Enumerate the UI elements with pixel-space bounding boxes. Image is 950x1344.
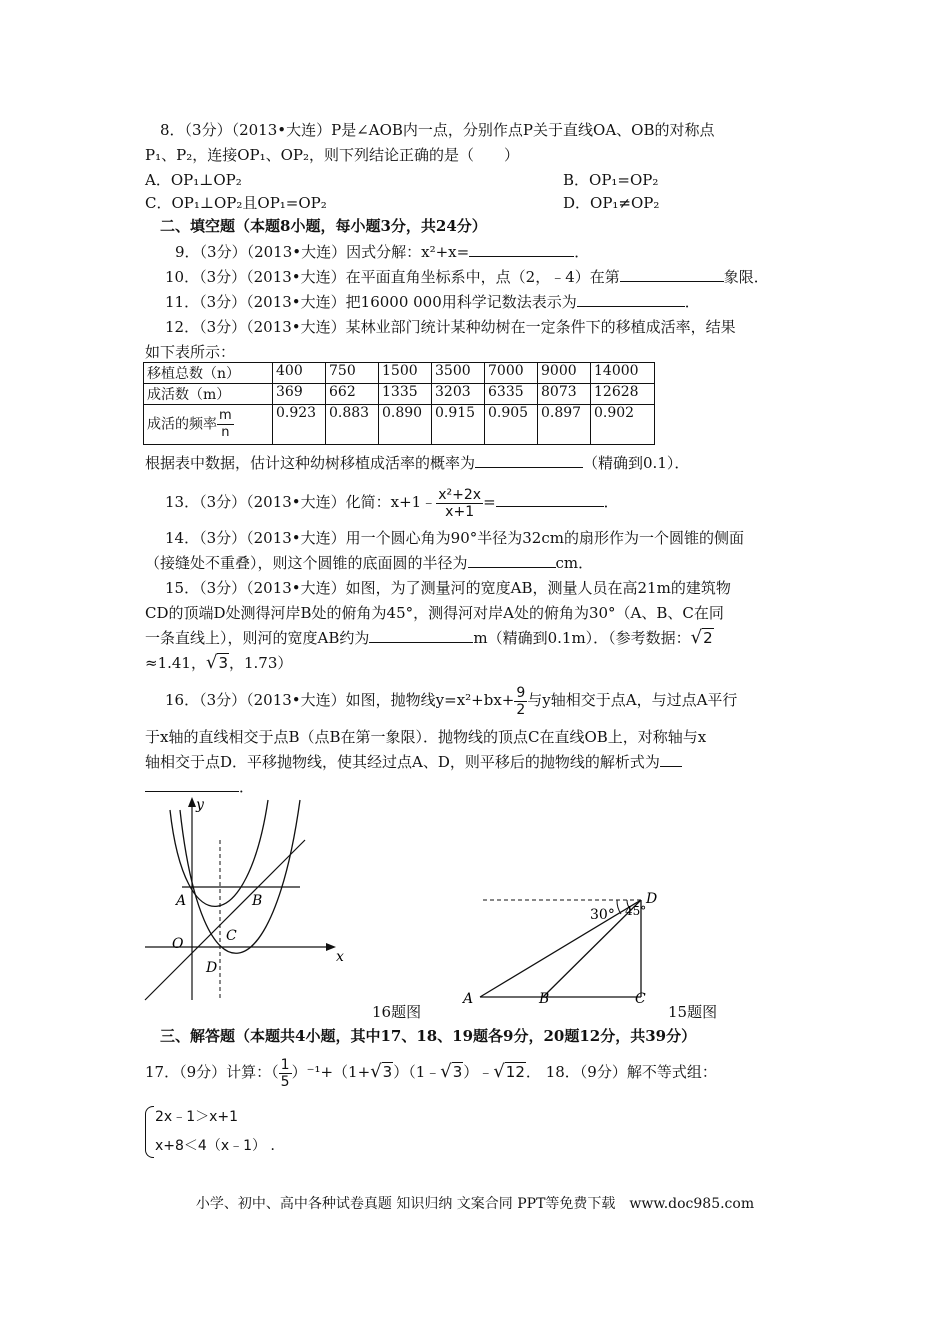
line-ob	[145, 840, 305, 1000]
sqrt3-b-radicand: 3	[452, 1063, 463, 1081]
ineq-1: 2x﹣1＞x+1	[155, 1109, 239, 1125]
table-cell: 0.905	[485, 405, 538, 445]
q15-approx2: ，1.73）	[229, 654, 293, 672]
q8-option-c: C．OP₁⊥OP₂且OP₁=OP₂	[145, 194, 327, 212]
table-row	[144, 363, 655, 384]
q15-line2: CD的顶端D处测得河岸B处的俯角为45°，测得河对岸A处的俯角为30°（A、B、C在同	[145, 604, 724, 622]
q13-blank[interactable]	[496, 492, 604, 507]
q18-heading: 18．（9分）解不等式组：	[545, 1063, 717, 1081]
q17-mid2: ）（1﹣	[393, 1063, 441, 1081]
figure-15-diagram	[455, 885, 658, 1007]
sqrt2-radicand: 2	[703, 629, 713, 647]
sqrt12-radicand: 12	[505, 1063, 525, 1081]
q13-eq: =	[483, 493, 496, 511]
label-b: B	[539, 991, 550, 1007]
freq-den: n	[221, 425, 230, 440]
q8-line1: 8．（3分）（2013•大连）P是∠AOB内一点，分别作点P关于直线OA、OB的对称点	[160, 121, 715, 139]
q10-text: 10．（3分）（2013•大连）在平面直角坐标系中，点（2，﹣4）在第	[165, 268, 620, 286]
label-c: C	[226, 928, 237, 944]
table-cell: 3500	[432, 363, 485, 384]
table-cell: 0.890	[379, 405, 432, 445]
label-d: D	[646, 891, 658, 907]
label-a: A	[463, 991, 474, 1007]
q12-blank[interactable]	[475, 453, 583, 468]
table-cell: 6335	[485, 384, 538, 405]
q8-option-b: B．OP₁=OP₂	[563, 171, 659, 189]
q12-after-end: （精确到0.1）．	[583, 454, 690, 472]
q9	[175, 242, 589, 262]
q10	[165, 267, 769, 287]
q16-text2: 与y轴相交于点A，与过点A平行	[527, 691, 738, 709]
q12-line2: 如下表所示：	[145, 343, 236, 361]
q16-text3: 轴相交于点D．平移抛物线，使其经过点A、D，则平移后的抛物线的解析式为	[145, 753, 660, 771]
page-footer: 小学、初中、高中各种试卷真题 知识归纳 文案合同 PPT等免费下载 www.doc985.com	[195, 1196, 755, 1212]
q17-mid3: ）﹣	[463, 1063, 494, 1081]
q15-text: 一条直线上），则河的宽度AB约为	[145, 629, 370, 647]
label-d: D	[206, 960, 218, 976]
q16-end: ．	[239, 778, 255, 796]
q16-den: 2	[516, 701, 526, 718]
q12-table	[143, 362, 655, 445]
table-cell: 0.915	[432, 405, 485, 445]
table-cell: 750	[326, 363, 379, 384]
label-a: A	[176, 893, 187, 909]
q16-line1	[165, 680, 737, 720]
table-cell: 3203	[432, 384, 485, 405]
q16-blank-b[interactable]	[145, 777, 239, 792]
parabola-original	[170, 800, 268, 906]
q16-line4	[145, 777, 254, 797]
q15-line1: 15．（3分）（2013•大连）如图，为了测量河的宽度AB，测量人员在高21m的建筑物	[165, 579, 731, 597]
freq-fraction	[217, 408, 234, 441]
q8-option-a: A．OP₁⊥OP₂	[145, 171, 242, 189]
q14-line1: 14．（3分）（2013•大连）用一个圆心角为90°半径为32cm的扇形作为一个圆锥的侧面	[165, 529, 744, 547]
q11	[165, 292, 700, 312]
q13-den: x+1	[445, 503, 475, 520]
q13-num: x²+2x	[438, 486, 482, 503]
parabola-shifted	[180, 800, 300, 953]
ineq-2-text: x+8＜4（x﹣1）	[155, 1138, 267, 1154]
label-c: C	[635, 991, 646, 1007]
q16-text: 16．（3分）（2013•大连）如图，抛物线y=x²+bx+	[165, 691, 515, 709]
sqrt3-radicand: 3	[218, 654, 228, 672]
system-brace	[145, 1106, 154, 1158]
section-3-heading: 三、解答题（本题共4小题，其中17、18、19题各9分，20题12分，共39分）	[160, 1027, 697, 1045]
q13-end: ．	[603, 493, 619, 511]
label-45: 45°	[625, 904, 647, 918]
q17-den: 5	[280, 1073, 290, 1090]
sqrt12: √12	[493, 1061, 525, 1082]
table-cell: 8073	[538, 384, 591, 405]
fig15-caption: 15题图	[668, 1003, 718, 1021]
freq-num: m	[219, 408, 232, 423]
table-row	[144, 405, 655, 445]
q17-fraction	[279, 1057, 292, 1090]
q16-blank-a[interactable]	[660, 752, 682, 767]
q17-mid1: ）⁻¹+（1+	[291, 1063, 371, 1081]
sqrt3-a: √3	[370, 1061, 393, 1082]
label-o: O	[172, 936, 184, 952]
sqrt2: √2	[690, 627, 713, 648]
q13-text: 13．（3分）（2013•大连）化简：x+1﹣	[165, 493, 437, 511]
label-x: x	[336, 949, 344, 965]
q13-fraction	[436, 487, 483, 520]
table-row	[144, 384, 655, 405]
q17	[145, 1050, 717, 1094]
q15-blank[interactable]	[369, 628, 473, 643]
table-cell: 369	[273, 384, 326, 405]
table-cell-frequency	[144, 405, 273, 445]
q8-line2: P₁、P₂，连接OP₁、OP₂，则下列结论正确的是（ ）	[145, 146, 520, 164]
segment-ad	[480, 900, 641, 997]
freq-label: 成活的频率	[147, 416, 217, 433]
table-cell: 14000	[591, 363, 655, 384]
q12-after	[145, 453, 689, 473]
q16-num: 9	[516, 684, 526, 701]
section-2-heading: 二、填空题（本题8小题，每小题3分，共24分）	[160, 217, 487, 235]
table-cell: 662	[326, 384, 379, 405]
q17-end: ．	[525, 1063, 541, 1081]
ineq-end: ．	[270, 1138, 285, 1154]
label-b: B	[252, 893, 263, 909]
table-cell: 0.902	[591, 405, 655, 445]
q16-fraction	[514, 685, 527, 718]
q11-blank[interactable]	[577, 292, 685, 307]
table-cell: 成活数（m）	[144, 384, 273, 405]
q17-text: 17．（9分）计算：（	[145, 1063, 279, 1081]
q16-line2: 于x轴的直线相交于点B（点B在第一象限）．抛物线的顶点C在直线OB上，对称轴与x	[145, 728, 707, 746]
label-30: 30°	[590, 907, 615, 923]
table-cell: 1500	[379, 363, 432, 384]
figure-16-graph	[140, 795, 355, 1005]
table-cell: 9000	[538, 363, 591, 384]
q15-approx: ≈1.41，	[145, 654, 206, 672]
q16-line3	[145, 752, 682, 772]
q11-text: 11．（3分）（2013•大连）把16000 000用科学记数法表示为	[165, 293, 577, 311]
y-axis-arrow	[188, 797, 196, 807]
q9-blank[interactable]	[469, 242, 574, 257]
q14-end: cm．	[555, 554, 594, 572]
q10-end: 象限．	[723, 268, 769, 286]
q14-text: （接缝处不重叠），则这个圆锥的底面圆的半径为	[145, 554, 468, 572]
fig16-caption: 16题图	[372, 1003, 422, 1021]
sqrt3-a-radicand: 3	[382, 1063, 393, 1081]
q12-line1: 12．（3分）（2013•大连）某林业部门统计某种幼树在一定条件下的移植成活率，结果	[165, 318, 736, 336]
q15-text2: m（精确到0.1m）．（参考数据：	[473, 629, 691, 647]
ineq-2	[155, 1136, 284, 1156]
q13	[165, 480, 619, 524]
q14-blank[interactable]	[468, 553, 556, 568]
table-cell: 12628	[591, 384, 655, 405]
table-cell: 0.883	[326, 405, 379, 445]
q10-blank[interactable]	[620, 267, 724, 282]
q15-line3	[145, 628, 714, 648]
q14-line2	[145, 553, 593, 573]
table-cell: 0.923	[273, 405, 326, 445]
q9-end: ．	[574, 243, 590, 261]
table-cell: 移植总数（n）	[144, 363, 273, 384]
table-cell: 400	[273, 363, 326, 384]
table-cell: 7000	[485, 363, 538, 384]
table-cell: 1335	[379, 384, 432, 405]
q12-after-text: 根据表中数据，估计这种幼树移植成活率的概率为	[145, 454, 476, 472]
q9-text: 9．（3分）（2013•大连）因式分解：x²+x=	[175, 243, 470, 261]
table-cell: 0.897	[538, 405, 591, 445]
sqrt3-b: √3	[440, 1061, 463, 1082]
x-axis-arrow	[326, 943, 336, 951]
label-y: y	[196, 797, 204, 813]
q15-line4	[145, 653, 292, 673]
sqrt3: √3	[205, 652, 228, 673]
q11-end: ．	[684, 293, 700, 311]
q17-num: 1	[280, 1056, 290, 1073]
q8-option-d: D．OP₁≠OP₂	[563, 194, 660, 212]
